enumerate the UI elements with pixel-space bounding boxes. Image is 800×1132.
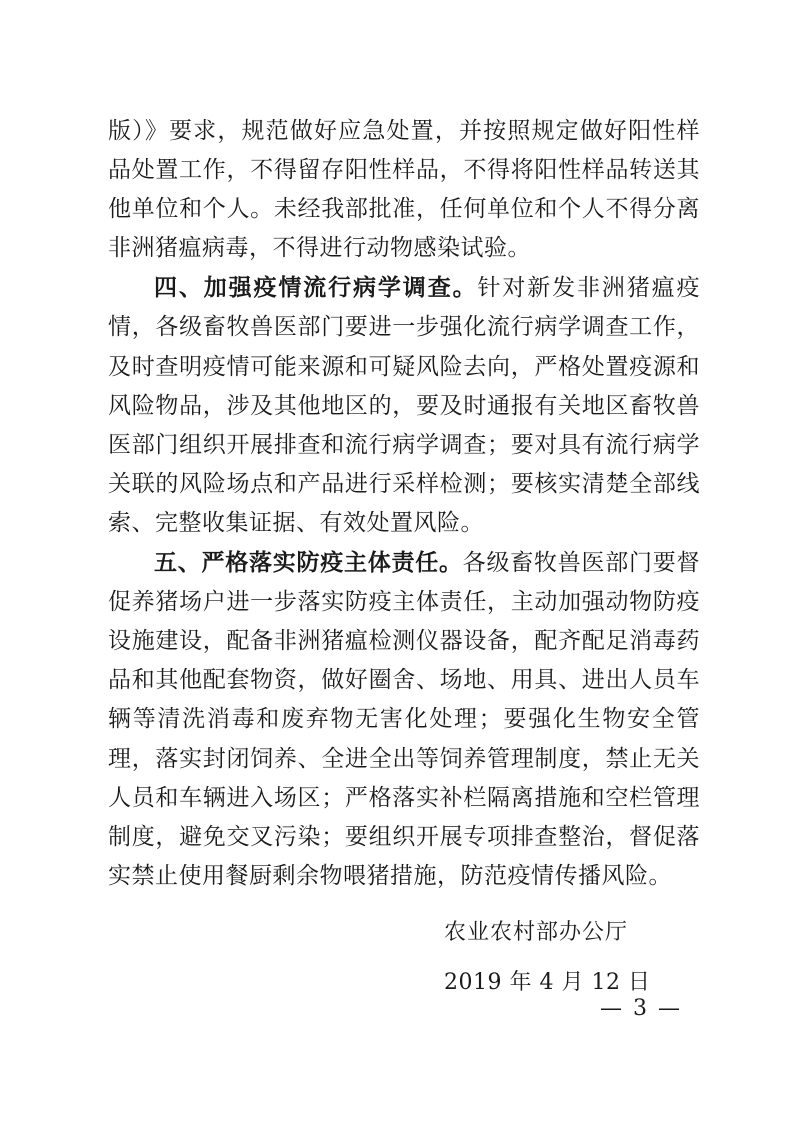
paragraph-section-five (108, 543, 700, 896)
page-number: — 3 — (600, 996, 682, 1021)
paragraph-section-four (108, 268, 700, 543)
section-heading-four: 四、加强疫情流行病学调查。 (154, 274, 478, 302)
issue-date: 2019 年 4 月 12 日 (444, 970, 651, 995)
paragraph-text: 针对新发非洲猪瘟疫情，各级畜牧兽医部门要进一步强化流行病学调查工作，及时查明疫情可能来源和可疑风险去向，严格处置疫源和风险物品，涉及其他地区的，要及时通报有关地区畜牧兽医部门组织开展排查和流行病学调查；要对具有流行病学关联的风险场点和产品进行采样检测；要核实清楚全部线索、完整收集证据、有效处置风险。 (108, 275, 701, 536)
document-body (108, 112, 700, 896)
section-heading-five: 五、严格落实防疫主体责任。 (154, 549, 463, 577)
issuing-organization: 农业农村部办公厅 (444, 920, 629, 945)
signature-block (444, 908, 664, 1008)
paragraph-text: 版）》要求，规范做好应急处置，并按照规定做好阳性样品处置工作，不得留存阳性样品，不得将阳性样品转送其他单位和个人。未经我部批准，任何单位和个人不得分离非洲猪瘟病毒，不得进行动物感染试验。 (108, 118, 700, 262)
paragraph-continuation (108, 112, 700, 268)
paragraph-text: 各级畜牧兽医部门要督促养猪场户进一步落实防疫主体责任，主动加强动物防疫设施建设，配备非洲猪瘟检测仪器设备，配齐配足消毒药品和其他配套物资，做好圈舍、场地、用具、进出人员车辆等清洗消毒和废弃物无害化处理；要强化生物安全管理，落实封闭饲养、全进全出等饲养管理制度，禁止无关人员和车辆进入场区；严格落实补栏隔离措施和空栏管理制度，避免交叉污染；要组织开展专项排查整治，督促落实禁止使用餐厨剩余物喂猪措施，防范疫情传播风险。 (108, 550, 700, 889)
